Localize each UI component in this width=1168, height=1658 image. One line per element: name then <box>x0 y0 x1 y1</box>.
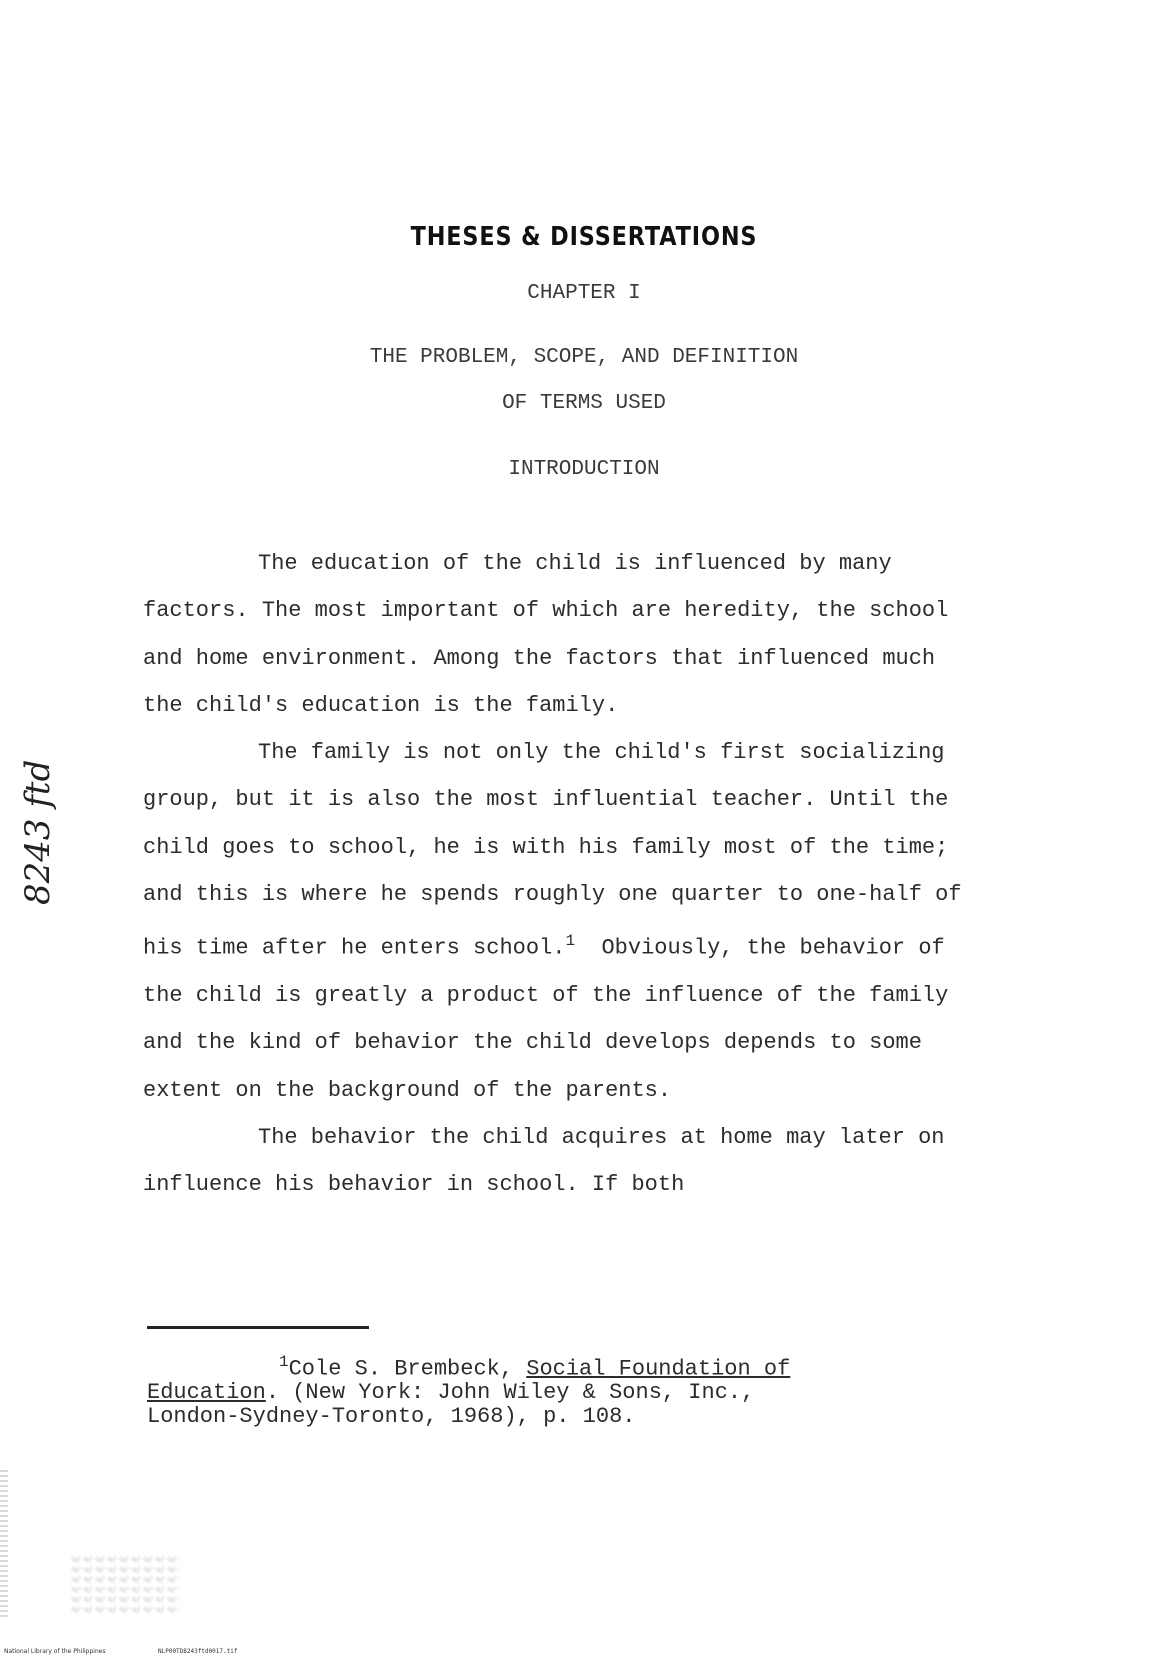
scan-noise-artifact <box>70 1555 180 1615</box>
title-line-1: THE PROBLEM, SCOPE, AND DEFINITION <box>369 346 799 369</box>
chapter-heading: CHAPTER I <box>527 282 641 305</box>
footnote <box>147 1350 867 1429</box>
theses-stamp: THESES & DISSERTATIONS <box>410 222 758 252</box>
paragraph-1: The education of the child is influenced by many factors. The most important of which are heredity, the school and home environment. Among the factors that influenced much the child's education is the family. <box>143 551 949 718</box>
section-heading: INTRODUCTION <box>508 458 660 481</box>
footnote-publisher: . (New York: John Wiley & Sons, Inc., <box>265 1380 755 1406</box>
file-code-footer: NLP00TD8243ftd0017.tif <box>158 1648 238 1655</box>
footnote-line-2 <box>147 1381 867 1405</box>
title-line-2: OF TERMS USED <box>502 392 666 415</box>
paragraph-2 <box>143 729 973 1114</box>
footnote-rule <box>147 1326 369 1329</box>
footnote-line-3: London-Sydney-Toronto, 1968), p. 108. <box>147 1404 636 1430</box>
paragraph-2-text: The family is not only the child's first socializing group, but it is also the most influential teacher. Until the child goes to school, he is with his family most of the time; and this is where he spends roughly one quarter to one-half of his time after he enters school. <box>143 740 962 961</box>
paragraph-2-continued: Obviously, the behavior of the child is greatly a product of the influence of the family and the kind of behavior the child develops depends to some extent on the background of the parents. <box>143 935 949 1103</box>
footnote-book-title-1: Social Foundation of <box>526 1356 791 1382</box>
footnote-marker: 1 <box>279 1353 289 1371</box>
footnote-line-1 <box>147 1350 867 1381</box>
library-footer: National Library of the Philippines <box>4 1648 106 1655</box>
body-text <box>143 540 973 1208</box>
footnote-author: Cole S. Brembeck, <box>288 1356 514 1382</box>
footnote-book-title-2: Education <box>147 1380 266 1406</box>
paragraph-3: The behavior the child acquires at home may later on influence his behavior in school. If both <box>143 1124 945 1198</box>
handwritten-margin-note: 8243 ftd <box>18 759 58 905</box>
footnote-reference: 1 <box>565 932 576 951</box>
scan-edge-artifact <box>0 1470 8 1620</box>
